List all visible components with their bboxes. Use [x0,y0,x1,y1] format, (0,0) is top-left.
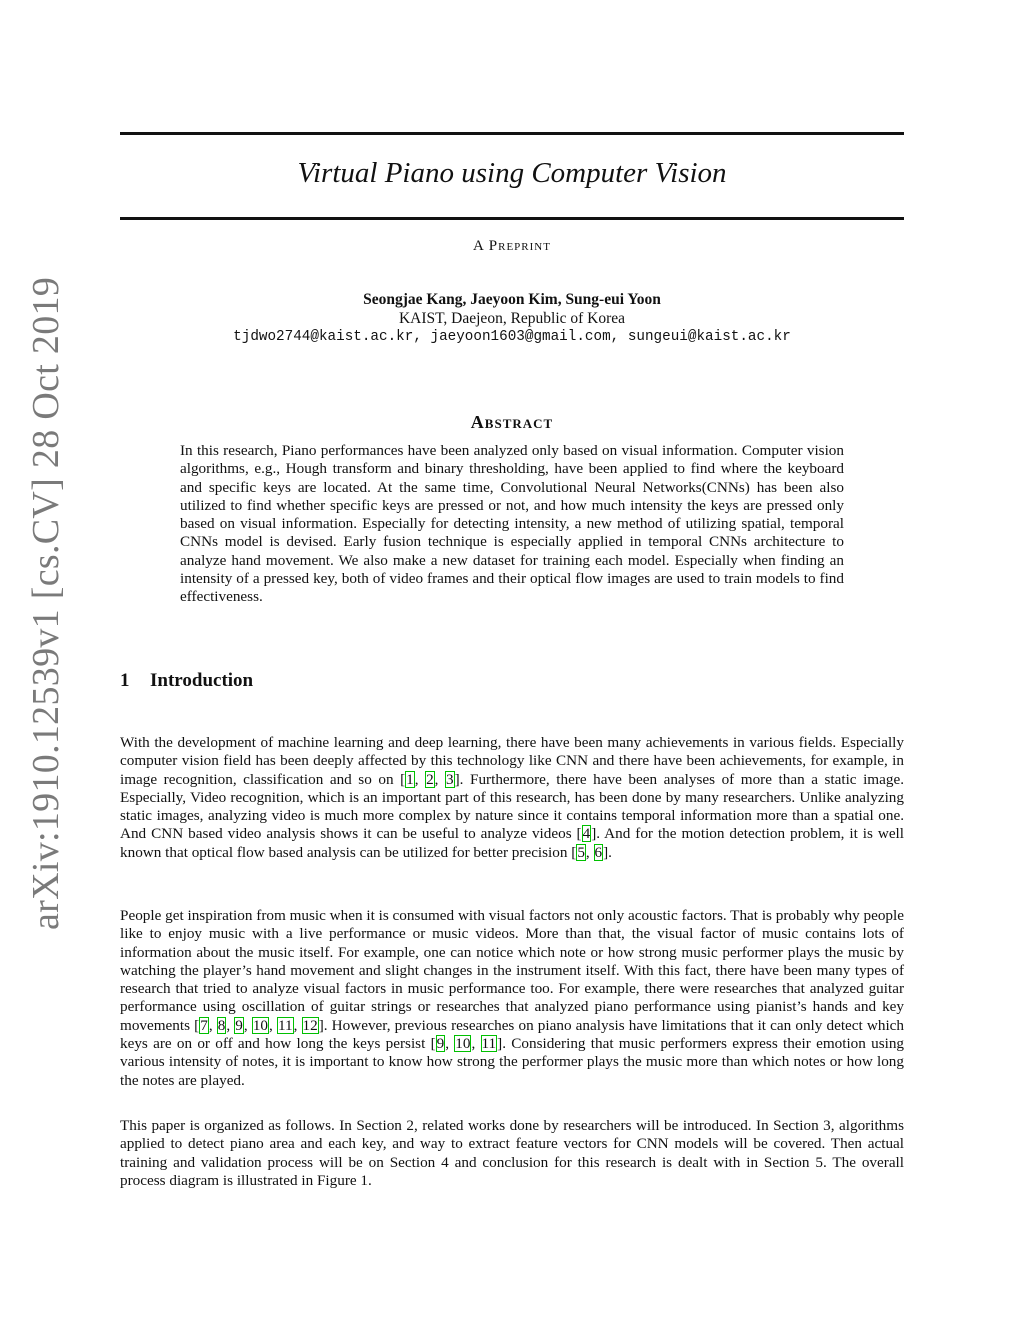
intro-paragraph-3: This paper is organized as follows. In Section 2, related works done by researchers will be introduced. In Section 3, algorithms applied to detect piano area and each key, and way to extract feature vectors for CNN models will be covered. Then actual training and validation process will be on Section 4 and conclusion for this research is dealt with in Section 5. The overall process diagram is illustrated in Figure 1. [120,1117,904,1189]
citation-link[interactable]: 10 [252,1016,268,1034]
affiliation: KAIST, Daejeon, Republic of Korea [398,310,626,327]
paper-title: Virtual Piano using Computer Vision [297,157,727,189]
paragraph-text: ]. Considering that music performers express their emotion using various intensity of notes, it is important to know how strong the performer plays the music more than which notes or how long the notes are played. [120,1035,905,1089]
citation-link[interactable]: 9 [235,1016,243,1034]
preprint-label: A Preprint [473,238,551,254]
citation-link[interactable]: 6 [594,843,603,861]
citation-link[interactable]: 7 [200,1016,208,1034]
author-emails: tjdwo2744@kaist.ac.kr, jaeyoon1603@gmail.com, sungeui@kaist.ac.kr [233,329,791,345]
citation-link[interactable]: 2 [426,770,434,788]
title-bottom-rule [120,217,904,220]
title-top-rule [120,132,904,135]
paragraph-text: With the development of machine learning and deep learning, there have been many achievements in various fields. Especially computer vision field has been deeply affected by this technology like CNN and there have been achievements, for example, in image recognition, classification and so on [ [120,734,904,788]
arxiv-side-stamp: arXiv:1910.12539v1 [cs.CV] 28 Oct 2019 [25,276,67,930]
citation-link[interactable]: 8 [217,1016,226,1034]
section-title: Introduction [150,670,254,691]
abstract-heading: Abstract [470,412,554,432]
citation-link[interactable]: 3 [446,770,454,788]
paragraph-text: ]. Furthermore, there have been analyses of more than a static image. Especially, Video recognition, which is an important part of this research, has been done by many researchers. Unlike analyzing static images, analyzing video is much more complex by nature since it contains temporal information more than a spatial one. And CNN based video analysis shows it can be useful to analyze videos [ [120,770,904,843]
section-number: 1 [120,670,130,691]
paragraph-text: ]. [603,843,612,861]
paragraph-text: ]. And for the motion detection problem, it is well known that optical flow based analysis can be utilized for better precision [ [120,825,904,861]
author-list: Seongjae Kang, Jaeyoon Kim, Sung-eui Yoon [363,291,661,308]
citation-link[interactable]: 11 [481,1035,497,1053]
citation-link[interactable]: 5 [577,843,585,861]
citation-link[interactable]: 4 [582,825,591,843]
intro-paragraph-1: With the development of machine learning and deep learning, there have been many achievements in various fields. Especially computer vision field has been deeply affected by this technology like CNN and there have been achievements, for example, in image recognition, classification and so on [1, 2, 3]. Furthermore, there have been analyses of more than a static image. Especially, Video recognition, which is an important part of this research, has been done by many researchers. Unlike analyzing static images, analyzing video is much more complex by nature since it contains temporal information more than a spatial one. And CNN based video analysis shows it can be useful to analyze videos [4]. And for the motion detection problem, it is well known that optical flow based analysis can be utilized for better precision [5, 6]. [120,734,904,861]
abstract-text: In this research, Piano performances have been analyzed only based on visual information. Computer vision algorithms, e.g., Hough transform and binary thresholding, have been applied to find where the keyboard and specific keys are located. At the same time, Convolutional Neural Networks(CNNs) has been also utilized to find whether specific keys are pressed or not, and how much intensity the keys are pressed only based on visual information. Especially for detecting intensity, a new method of utilizing spatial, temporal CNNs model is devised. Early fusion technique is especially applied in temporal CNNs architecture to analyze hand movement. We also make a new dataset for training each model. Especially when finding an intensity of a pressed key, both of video frames and their optical flow images are used to train models to find effectiveness. [180,442,844,606]
section-heading-introduction [120,670,253,692]
paragraph-text: People get inspiration from music when it is consumed with visual factors not only acoustic factors. That is probably why people like to enjoy music with a live performance or music videos. More than that, the visual factor of music contains lots of information about the music itself. For example, one can notice which note or how strong music performer plays the music by watching the player’s hand movement and slight changes in the instrument itself. With this fact, there have been many types of research that tried to analyze visual factors in music performance too. For example, there were researches that analyzed guitar performance using oscillation of guitar strings or researches that analyzed piano performance using pianist’s hands and key movements [ [120,907,904,1034]
citation-link[interactable]: 9 [436,1035,445,1053]
citation-link[interactable]: 10 [455,1035,471,1053]
citation-link[interactable]: 11 [277,1016,293,1034]
citation-link[interactable]: 1 [406,770,414,788]
citation-link[interactable]: 12 [302,1016,318,1034]
intro-paragraph-2: People get inspiration from music when it is consumed with visual factors not only acoustic factors. That is probably why people like to enjoy music with a live performance or music videos. More than that, the visual factor of music contains lots of information about the music itself. For example, one can notice which note or how strong music performer plays the music by watching the player’s hand movement and slight changes in the instrument itself. With this fact, there have been many types of research that tried to analyze visual factors in music performance too. For example, there were researches that analyzed guitar performance using oscillation of guitar strings or researches that analyzed piano performance using pianist’s hands and key movements [7, 8, 9, 10, 11, 12]. However, previous researches on piano analysis have limitations that it can only detect which keys are on or off and how long the keys persist [9, 10, 11]. Considering that music performers express their emotion using various intensity of notes, it is important to know how strong the performer plays the music more than which notes or how long the notes are played. [120,907,905,1089]
paragraph-text: ]. However, previous researches on piano analysis have limitations that it can only detect which keys are on or off and how long the keys persist [ [120,1016,905,1053]
